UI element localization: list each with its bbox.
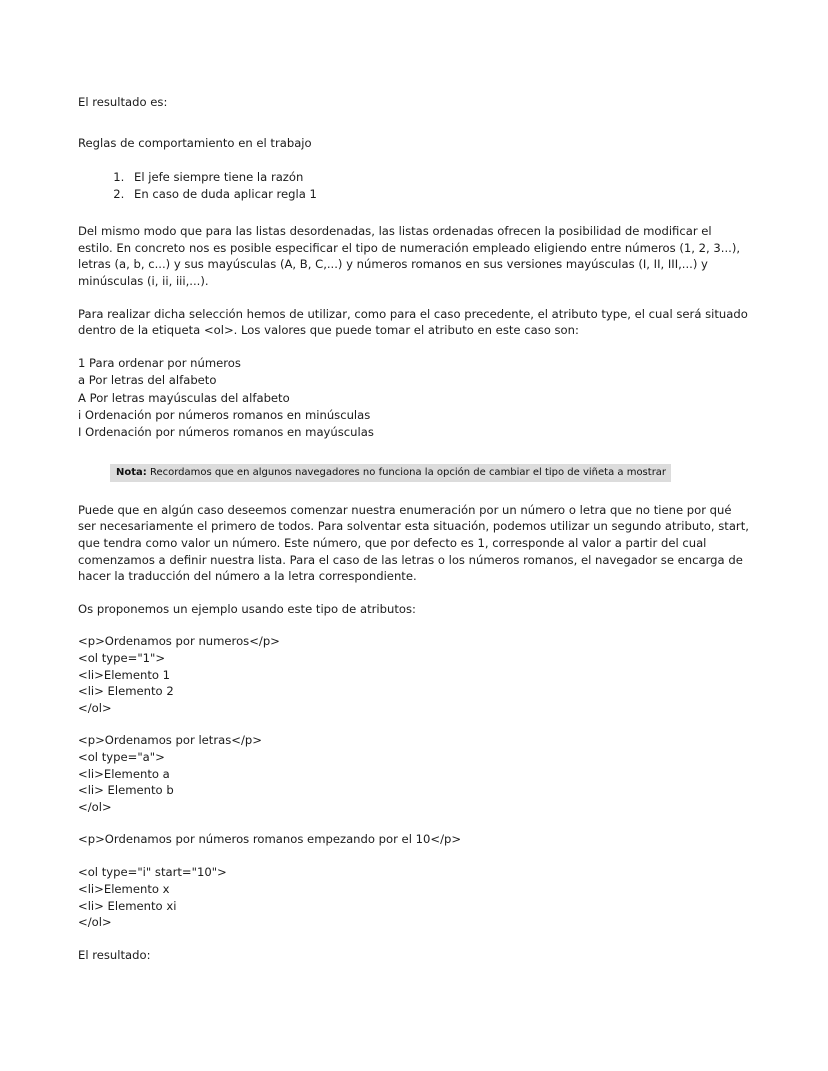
code-line: <p>Ordenamos por letras</p> xyxy=(78,733,262,748)
closing-line: El resultado: xyxy=(78,947,151,962)
type-value-numbers: 1 Para ordenar por números xyxy=(78,355,241,370)
type-value-uppercase-roman: I Ordenación por números romanos en mayúsculas xyxy=(78,425,374,440)
document-content xyxy=(78,94,750,979)
rules-heading: Reglas de comportamiento en el trabajo xyxy=(78,135,312,150)
list-item: 2. En caso de duda aplicar regla 1 xyxy=(128,186,750,203)
code-line: </ol> xyxy=(78,700,112,715)
intro-line: El resultado es: xyxy=(78,95,168,109)
list-item: 1. El jefe siempre tiene la razón xyxy=(128,169,750,186)
code-line: <li> Elemento b xyxy=(78,783,174,798)
code-line: </ol> xyxy=(78,799,112,814)
code-line: <li>Elemento a xyxy=(78,766,170,781)
code-line: <ol type="a"> xyxy=(78,749,165,764)
code-line: <p>Ordenamos por números romanos empezando por el 10</p> xyxy=(78,832,462,847)
type-values-list xyxy=(78,355,750,442)
note-label: Nota: xyxy=(116,466,147,478)
code-block-letters xyxy=(78,732,750,815)
code-line: <li> Elemento 2 xyxy=(78,684,174,699)
type-value-uppercase-letters: A Por letras mayúsculas del alfabeto xyxy=(78,390,290,405)
note-text: Recordamos que en algunos navegadores no funciona la opción de cambiar el tipo de viñeta a mostrar xyxy=(149,466,667,478)
paragraph-type-attribute: Para realizar dicha selección hemos de utilizar, como para el caso precedente, el atributo type, el cual será situado dentro de la etiqueta <ol>. Los valores que puede tomar el atributo en este caso son: xyxy=(78,306,748,338)
note-container xyxy=(78,460,750,482)
note-callout xyxy=(110,464,671,482)
type-value-lowercase-letters: a Por letras del alfabeto xyxy=(78,373,217,388)
example-intro: Os proponemos un ejemplo usando este tipo de atributos: xyxy=(78,601,416,616)
code-line: </ol> xyxy=(78,915,112,930)
code-line: <li> Elemento xi xyxy=(78,898,177,913)
code-line: <li>Elemento 1 xyxy=(78,667,171,682)
code-line: <ol type="i" start="10"> xyxy=(78,865,227,880)
code-block-roman xyxy=(78,831,750,931)
paragraph-start-attribute: Puede que en algún caso deseemos comenzar nuestra enumeración por un número o letra que no tiene por qué ser necesariamente el primero de todos. Para solventar esta situación, podemos utilizar un segundo atributo, start, que tendra como valor un número. Este número, que por defecto es 1, corresponde al valor a partir del cual comenzamos a definir nuestra lista. Para el caso de las letras o los números romanos, el navegador se encarga de hacer la traducción del número a la letra correspondiente. xyxy=(78,502,749,584)
type-value-lowercase-roman: i Ordenación por números romanos en minúsculas xyxy=(78,407,371,422)
paragraph-ordered-list-styles: Del mismo modo que para las listas desordenadas, las listas ordenadas ofrecen la posibilidad de modificar el estilo. En concreto nos es posible especificar el tipo de numeración empleado eligiendo entre números (1, 2, 3...), letras (a, b, c...) y sus mayúsculas (A, B, C,...) y números romanos en sus versiones mayúsculas (I, II, III,...) y minúsculas (i, ii, iii,...). xyxy=(78,224,741,288)
code-line: <ol type="1"> xyxy=(78,650,166,665)
code-line-blank xyxy=(78,848,750,865)
code-line: <li>Elemento x xyxy=(78,882,170,897)
code-block-numbers xyxy=(78,633,750,716)
rules-list xyxy=(78,169,750,203)
code-line: <p>Ordenamos por numeros</p> xyxy=(78,634,280,649)
